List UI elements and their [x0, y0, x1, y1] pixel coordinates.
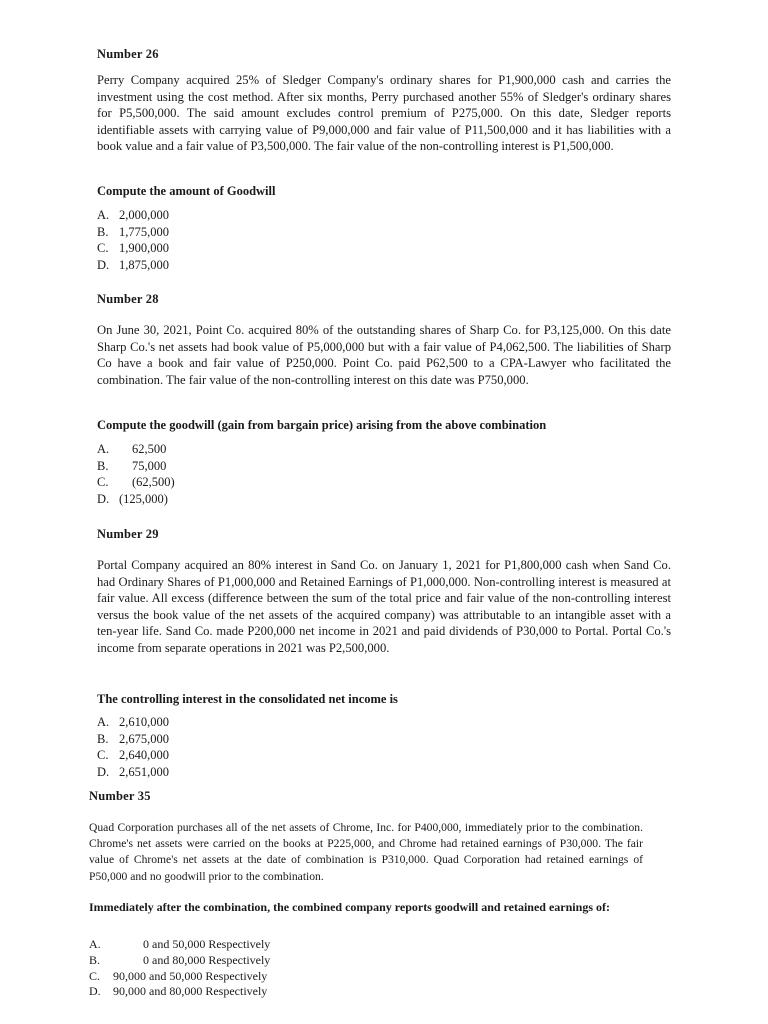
choice-value: 90,000 and 80,000 Respectively	[113, 984, 268, 999]
choice-d	[97, 491, 175, 508]
question-29-heading: Number 29	[97, 527, 159, 541]
choice-b	[97, 224, 169, 241]
choice-value: (62,500)	[132, 475, 175, 490]
choice-letter: B.	[97, 731, 109, 746]
question-35-paragraph: Quad Corporation purchases all of the net assets of Chrome, Inc. for P400,000, immediately prior to the combination. Chrome's net assets were carried on the books at P225,000, and Chrome had retained earnings of P30,000. The fair value of Chrome's net assets at the date of combination is P310,000. Quad Corporation had retained earnings of P50,000 and no goodwill prior to the combination.	[89, 821, 643, 883]
choice-value: 0 and 80,000 Respectively	[143, 952, 271, 967]
choice-value: 1,875,000	[119, 257, 169, 272]
choice-letter: B.	[97, 224, 109, 239]
choice-a	[97, 441, 175, 458]
question-35-heading: Number 35	[89, 789, 151, 803]
choice-a	[97, 207, 169, 224]
question-29-choices	[97, 714, 169, 780]
choice-c	[97, 240, 169, 257]
choice-value: 2,675,000	[119, 731, 169, 746]
choice-value: 75,000	[132, 458, 167, 473]
question-26-paragraph: Perry Company acquired 25% of Sledger Company's ordinary shares for P1,900,000 cash and carries the investment using the cost method. After six months, Perry purchased another 55% of Sledger's ordinary shares for P5,500,000. The said amount excludes control premium of P275,000. On this date, Sledger reports identifiable assets with carrying value of P9,000,000 and fair value of P11,500,000 and it has liabilities with a book value and a fair value of P3,500,000. The fair value of the non-controlling interest is P1,500,000.	[97, 73, 671, 154]
choice-value: 0 and 50,000 Respectively	[143, 937, 271, 951]
choice-c	[97, 474, 175, 491]
choice-value: 1,775,000	[119, 224, 169, 239]
question-28-prompt: Compute the goodwill (gain from bargain price) arising from the above combination	[97, 418, 547, 432]
question-29-prompt: The controlling interest in the consolidated net income is	[97, 692, 398, 706]
choice-value: (125,000)	[119, 491, 168, 506]
question-35-prompt: Immediately after the combination, the combined company reports goodwill and retained earnings of:	[89, 900, 610, 914]
choice-value: 2,640,000	[119, 748, 169, 763]
question-26-heading: Number 26	[97, 47, 159, 61]
question-26-prompt: Compute the amount of Goodwill	[97, 184, 276, 198]
question-29-paragraph: Portal Company acquired an 80% interest in Sand Co. on January 1, 2021 for P1,800,000 cash when Sand Co. had Ordinary Shares of P1,000,000 and Retained Earnings of P1,000,000. Non-controlling interest is measured at fair value. All excess (difference between the sum of the total price and fair value of the non-controlling interest versus the book value of the net assets of the acquired company) was attributable to an intangible asset with a ten-year life. Sand Co. made P200,000 net income in 2021 and paid dividends of P30,000 to Portal. Portal Co.'s income from separate operations in 2021 was P2,500,000.	[97, 558, 671, 655]
choice-value: 1,900,000	[119, 241, 169, 256]
choice-letter: D.	[97, 257, 110, 272]
choice-value: 62,500	[132, 442, 167, 456]
choice-value: 2,000,000	[119, 208, 169, 222]
question-26-choices	[97, 207, 169, 273]
choice-letter: C.	[97, 241, 109, 256]
choice-letter: D.	[89, 984, 101, 999]
choice-value: 2,610,000	[119, 715, 169, 729]
choice-letter: B.	[89, 952, 101, 967]
choice-letter: D.	[97, 491, 110, 506]
choice-letter: C.	[97, 748, 109, 763]
choice-value: 90,000 and 50,000 Respectively	[113, 968, 268, 983]
choice-d	[97, 257, 169, 274]
choice-letter: A.	[97, 442, 110, 456]
choice-b	[97, 458, 175, 475]
choice-letter: A.	[97, 715, 110, 729]
choice-value: 2,651,000	[119, 764, 169, 779]
question-28-choices	[97, 441, 175, 507]
choice-c	[89, 969, 270, 985]
choice-letter: A.	[97, 208, 110, 222]
choice-letter: C.	[97, 475, 109, 490]
choice-a	[89, 937, 270, 953]
choice-letter: D.	[97, 764, 110, 779]
choice-d	[97, 764, 169, 781]
choice-letter: C.	[89, 968, 101, 983]
choice-d	[89, 984, 270, 1000]
choice-c	[97, 747, 169, 764]
question-28-paragraph: On June 30, 2021, Point Co. acquired 80% of the outstanding shares of Sharp Co. for P3,125,000. On this date Sharp Co.'s net assets had book value of P5,000,000 but with a fair value of P4,062,500. The liabilities of Sharp Co have a book and fair value of P250,000. Point Co. paid P62,500 to a CPA-Lawyer who facilitated the combination. The fair value of the non-controlling interest on this date was P750,000.	[97, 323, 671, 387]
choice-letter: B.	[97, 458, 109, 473]
choice-a	[97, 714, 169, 731]
choice-b	[89, 953, 270, 969]
choice-letter: A.	[89, 937, 101, 951]
question-35-choices	[89, 937, 270, 1000]
question-28-heading: Number 28	[97, 292, 159, 306]
choice-b	[97, 731, 169, 748]
